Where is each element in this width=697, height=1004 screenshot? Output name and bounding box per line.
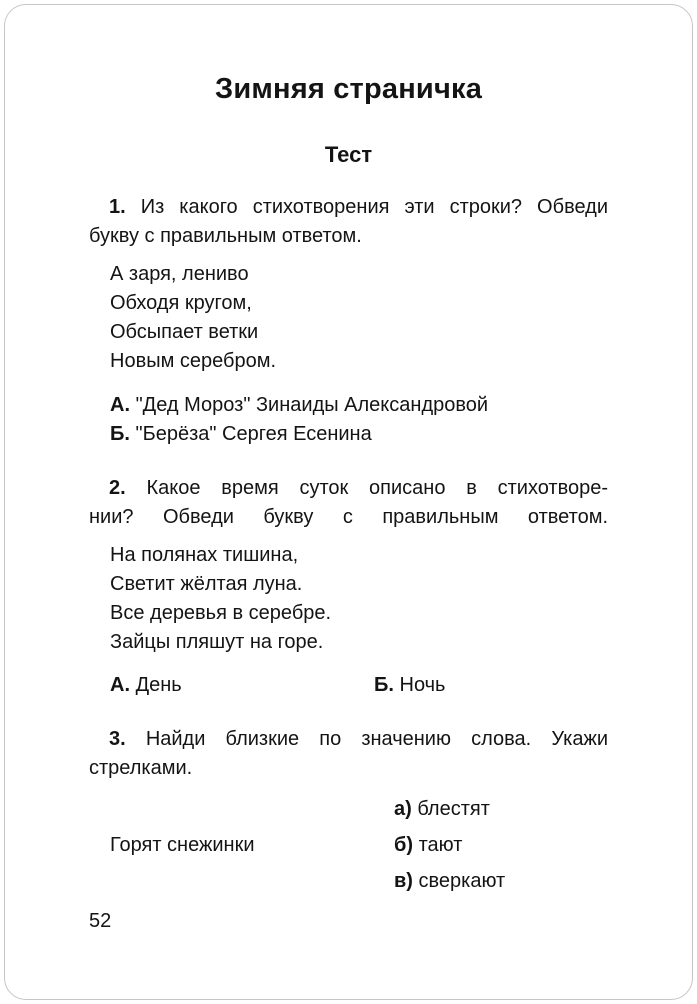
question-1-options — [110, 391, 608, 449]
option-letter: А. — [110, 674, 130, 696]
question-1-text-line-2: букву с правильным ответом. — [89, 225, 362, 247]
answer-option-a — [110, 391, 608, 420]
question-1-number: 1. — [109, 196, 126, 218]
question-3-number: 3. — [109, 728, 126, 750]
question-2-text-line-2 — [89, 503, 608, 532]
question-3-text-line-2: стрелками. — [89, 757, 193, 779]
match-option-v — [394, 863, 505, 899]
question-3-line-1-text: Найди близкие по значению слова. Укажи — [145, 728, 608, 750]
answer-option-b — [110, 420, 608, 449]
question-2-poem — [110, 541, 608, 657]
option-text: День — [135, 674, 182, 696]
option-letter: Б. — [110, 423, 130, 445]
match-phrase: Горят снежинки — [110, 833, 255, 856]
question-2-line-2-text: нии? Обведи букву с правильным ответом. — [89, 506, 608, 528]
option-letter: б) — [394, 834, 414, 856]
question-3-text-line-1 — [89, 725, 608, 754]
option-text: "Дед Мороз" Зинаиды Александровой — [135, 394, 489, 416]
match-option-a — [394, 791, 505, 827]
option-text: Ночь — [399, 674, 446, 696]
option-text: блестят — [417, 798, 490, 820]
option-letter: А. — [110, 394, 130, 416]
question-3 — [89, 725, 608, 899]
poem-line: Все деревья в серебре. — [110, 602, 332, 624]
question-2-options — [110, 671, 608, 700]
match-option-b — [394, 827, 505, 863]
question-3-options — [394, 791, 505, 899]
poem-line: Обходя кругом, — [110, 292, 252, 314]
answer-option-b — [374, 671, 445, 700]
test-heading: Тест — [324, 142, 373, 167]
page-number: 52 — [89, 910, 112, 932]
question-1-poem — [110, 260, 608, 376]
question-1-line-1-text: Из какого стихотворения эти строки? Обведи — [140, 196, 608, 218]
question-2-line-1-text: Какое время суток описано в стихотворе- — [146, 477, 608, 499]
poem-line: На полянах тишина, — [110, 544, 299, 566]
poem-line: Новым серебром. — [110, 350, 277, 372]
poem-line: Обсыпает ветки — [110, 321, 259, 343]
question-1 — [89, 193, 608, 449]
option-letter: Б. — [374, 674, 394, 696]
document-page — [4, 4, 693, 1000]
question-2 — [89, 474, 608, 700]
answer-option-a — [110, 671, 374, 700]
poem-line: Светит жёлтая луна. — [110, 573, 303, 595]
option-letter: в) — [394, 870, 413, 892]
question-3-matching — [110, 791, 608, 899]
question-1-text-line-1 — [89, 193, 608, 222]
question-2-text-line-1 — [89, 474, 608, 503]
poem-line: А заря, лениво — [110, 263, 249, 285]
poem-line: Зайцы пляшут на горе. — [110, 631, 324, 653]
option-text: "Берёза" Сергея Есенина — [135, 423, 372, 445]
option-text: сверкают — [418, 870, 506, 892]
option-text: тают — [418, 834, 463, 856]
option-letter: а) — [394, 798, 412, 820]
page-title: Зимняя страничка — [214, 73, 483, 105]
question-2-number: 2. — [109, 477, 126, 499]
